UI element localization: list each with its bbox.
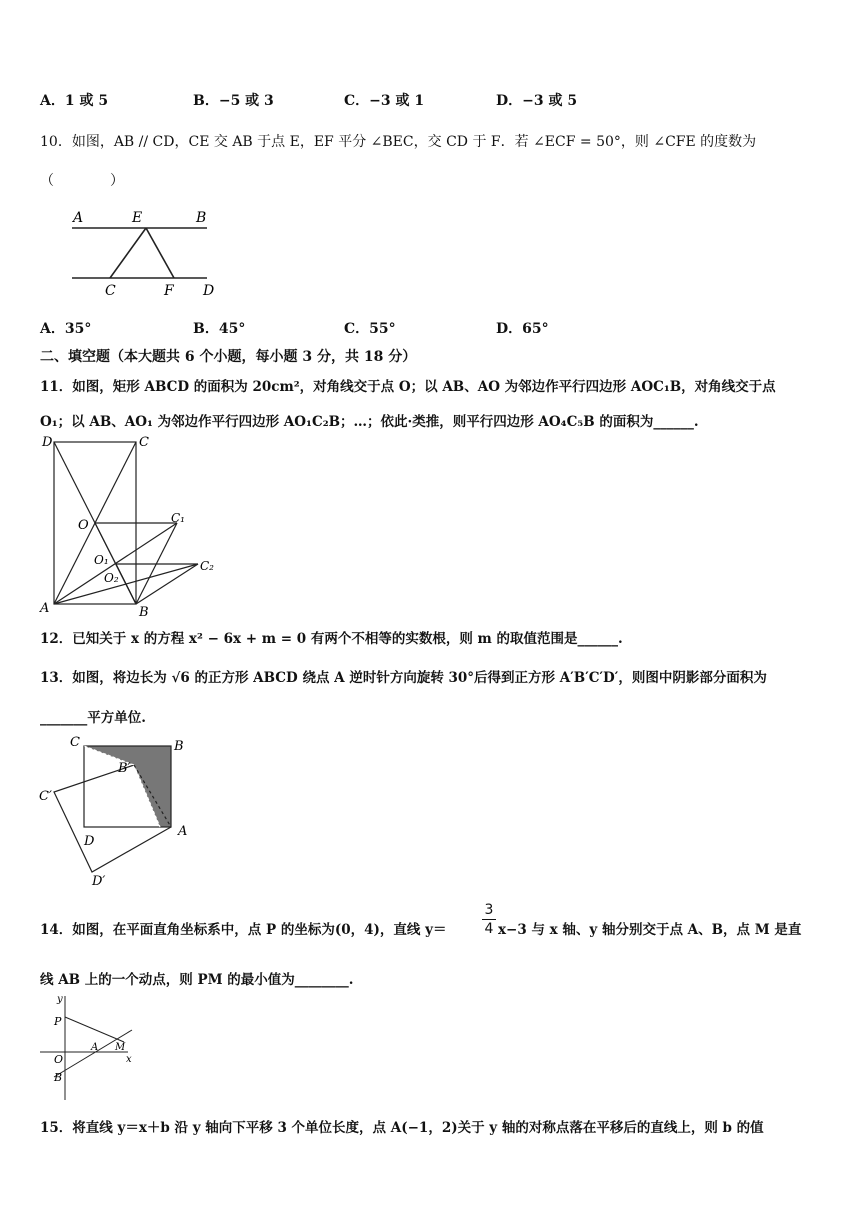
q10-stem: 10．如图，AB // CD，CE 交 AB 于点 E，EF 平分 ∠BEC，交 CD 于 F．若 ∠ECF = 50°，则 ∠CFE 的度数为 bbox=[40, 134, 757, 150]
q11-label-o: O bbox=[78, 518, 89, 533]
q13-label-d-prime: D′ bbox=[92, 874, 106, 889]
q11-line1: 11．如图，矩形 ABCD 的面积为 20cm²，对角线交于点 O；以 AB、AO 为邻边作平行四边形 AOC₁B，对角线交于点 bbox=[40, 379, 776, 395]
q11-line2: O₁；以 AB、AO₁ 为邻边作平行四边形 AO₁C₂B；…；依此·类推，则平行四边形 AO₄C₅B 的面积为______. bbox=[40, 414, 699, 430]
q10-label-c: C bbox=[105, 283, 116, 299]
q11-label-c1: C₁ bbox=[171, 511, 185, 525]
q10-option-a: A．35° bbox=[40, 321, 92, 337]
q14-frac-bar bbox=[482, 919, 496, 920]
q13-figure bbox=[36, 732, 201, 892]
q15-text: 15．将直线 y＝x＋b 沿 y 轴向下平移 3 个单位长度，点 A(−1，2)关于 y 轴的对称点落在平移后的直线上，则 b 的值 bbox=[40, 1120, 764, 1136]
q10-label-d: D bbox=[203, 283, 215, 299]
section-heading: 二、填空题（本大题共 6 个小题，每小题 3 分，共 18 分） bbox=[40, 349, 417, 365]
q9-option-b: B．−5 或 3 bbox=[193, 93, 274, 109]
q12-text: 12．已知关于 x 的方程 x² − 6x + m = 0 有两个不相等的实数根，则 m 的取值范围是______. bbox=[40, 631, 623, 647]
q13-label-c-prime: C′ bbox=[39, 789, 52, 804]
q14-label-x: x bbox=[126, 1054, 132, 1065]
q14-line1b: x−3 与 x 轴、y 轴分别交于点 A、B，点 M 是直 bbox=[498, 922, 802, 938]
q10-paren: （ ） bbox=[40, 173, 124, 189]
q13-label-b: B bbox=[174, 739, 184, 754]
q10-option-b: B．45° bbox=[193, 321, 246, 337]
q11-label-o2: O₂ bbox=[104, 571, 119, 585]
q10-label-a: A bbox=[73, 210, 84, 226]
q13-label-a: A bbox=[178, 824, 188, 839]
q9-option-c: C．−3 或 1 bbox=[344, 93, 425, 109]
q14-frac-num: 3 bbox=[484, 902, 494, 918]
q10-label-f: F bbox=[164, 283, 174, 299]
q11-figure bbox=[38, 432, 228, 622]
q10-label-e: E bbox=[132, 210, 143, 226]
q11-label-c2: C₂ bbox=[200, 559, 214, 573]
q11-label-b: B bbox=[139, 605, 149, 620]
q14-label-o: O bbox=[54, 1053, 64, 1066]
q9-option-a: A．1 或 5 bbox=[40, 93, 109, 109]
q13-line1: 13．如图，将边长为 √6 的正方形 ABCD 绕点 A 逆时针方向旋转 30°后得到正方形 A′B′C′D′，则图中阴影部分面积为 bbox=[40, 670, 767, 686]
q14-frac-den: 4 bbox=[484, 921, 494, 937]
q10-figure bbox=[60, 205, 230, 300]
q14-label-b: B bbox=[54, 1071, 63, 1084]
q14-label-a: A bbox=[91, 1042, 99, 1053]
q13-label-b-prime: B′ bbox=[118, 761, 131, 776]
q10-option-d: D．65° bbox=[496, 321, 549, 337]
q14-label-p: P bbox=[54, 1015, 62, 1028]
q13-label-d: D bbox=[84, 834, 95, 849]
q13-line2: _______平方单位. bbox=[40, 710, 146, 726]
q10-label-b: B bbox=[196, 210, 207, 226]
q11-label-o1: O₁ bbox=[94, 553, 109, 567]
q14-line1a: 14．如图，在平面直角坐标系中，点 P 的坐标为(0，4)，直线 y＝ bbox=[40, 922, 447, 938]
q14-fraction bbox=[482, 902, 496, 937]
q14-label-m: M bbox=[115, 1042, 126, 1053]
q11-label-c: C bbox=[139, 435, 149, 450]
q11-label-d: D bbox=[42, 435, 53, 450]
q10-option-c: C．55° bbox=[344, 321, 396, 337]
q14-line2: 线 AB 上的一个动点，则 PM 的最小值为________. bbox=[40, 972, 354, 988]
q14-figure bbox=[40, 992, 150, 1102]
q11-label-a: A bbox=[40, 601, 50, 616]
q13-label-c: C bbox=[70, 735, 80, 750]
q14-label-y: y bbox=[57, 994, 63, 1005]
q9-option-d: D．−3 或 5 bbox=[496, 93, 578, 109]
